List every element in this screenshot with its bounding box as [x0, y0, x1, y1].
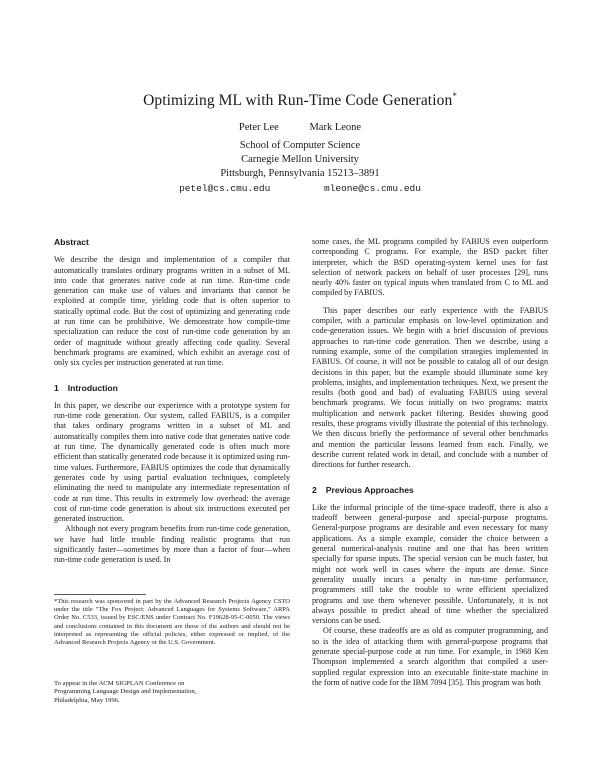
- author-name: Peter Lee: [238, 122, 279, 133]
- publication-note-line: Programming Language Design and Implementation,: [54, 688, 197, 696]
- paragraph: In this paper, we describe our experience with a prototype system for run-time code generation. Our system, called FABIUS, is a compiler that takes ordinary programs written in a subset of ML and automatically compiles them into native code that generates native code at run time. The dynamically generated code is often much more efficient than statically generated code because it is optimized using run-time values. Furthermore, FABIUS optimizes the code that dynamically generates code by using partial evaluation techniques, completely eliminating the need to manipulate any intermediate representation of code at run time. This results in extremely low overhead: the average cost of run-time code generation is about six instructions executed per generated instruction.: [54, 400, 290, 524]
- paragraph: This paper describes our early experience with the FABIUS compiler, with a particular emphasis on low-level optimization and code-generation issues. We begin with a brief discussion of previous approaches to run-time code generation. Then we describe, using a running example, some of the compilation strategies implemented in FABIUS. Of course, it will not be possible to catalog all of our design decisions in this paper, but the example should illuminate some key problems, insights, and implementation techniques. Next, we present the results (both good and bad) of evaluating FABIUS using several benchmark programs. We focus initially on two programs: matrix multiplication and network packet filtering. Besides showing good results, these programs vividly illustrate the potential of this technology. We then discuss briefly the performance of several other benchmarks and mention the particular lessons learned from each. Finally, we describe current related work in detail, and conclude with a number of directions for further research.: [312, 305, 548, 470]
- footnote-rule: [54, 594, 146, 595]
- publication-note: [54, 680, 290, 705]
- section-heading-introduction: [54, 383, 290, 393]
- paragraph: Of course, these tradeoffs are as old as computer programming, and so is the idea of attacking them with general-purpose programs that generate special-purpose code at run time. For example, in 1968 Ken Thompson implemented a search algorithm that compiled a user-supplied regular expression into an executable finite-state machine in the form of native code for the IBM 7094 [35]. This program was both: [312, 626, 548, 687]
- paragraph: some cases, the ML programs compiled by FABIUS even outperform corresponding C programs. For example, the BSD packet filter interpreter, which the BSD operating-system kernel uses for fast selection of network packets on behalf of user processes [29], runs nearly 40% faster on typical inputs when translated from C to ML and compiled by FABIUS.: [312, 237, 548, 298]
- affiliation: [0, 139, 600, 181]
- email-address: petel@cs.cmu.edu: [179, 183, 271, 194]
- abstract-heading: Abstract: [54, 237, 89, 247]
- paper-title: [0, 91, 600, 110]
- paragraph: Although not every program benefits from run-time code generation, we have had little trouble finding realistic programs that run significantly faster—sometimes by more than a factor of four—when run-time code generation is used. In: [54, 524, 290, 565]
- section-number: 1: [54, 382, 59, 393]
- affiliation-line: Pittsburgh, Pennsylvania 15213–3891: [220, 168, 380, 179]
- left-column: [54, 237, 290, 566]
- footnote: *This research was sponsored in part by the Advanced Research Projects Agency CSTO under the title "The Fox Project: Advanced Languages for Systems Software," ARPA Order No. C533, issued by ESC/ENS under Contract No. F19628-95-C-0050. The views and conclusions contained in this document are those of the authors and should not be interpreted as representing the official policies, either expressed or implied, of the Advanced Research Projects Agency or the U.S. Government.: [54, 598, 290, 647]
- paragraph: Like the informal principle of the time-space tradeoff, there is also a tradeoff between general-purpose and special-purpose programs. General-purpose programs are desirable and even necessary for many applications. As a simple example, consider the choice between a general numerical-analysis routine and one that has been written specially for sparse inputs. The special version can be much faster, but might not work well in cases where the inputs are dense. Since generality usually incurs a penalty in run-time performance, programmers still take the trouble to write efficient specialized programs and use them whenever possible. Unfortunately, it is not always possible to predict ahead of time whether the specialized versions can be used.: [312, 502, 548, 626]
- section-number: 2: [312, 484, 317, 495]
- author-emails: [0, 183, 600, 194]
- abstract-text: We describe the design and implementation of a compiler that automatically translates ordinary programs written in a subset of ML into code that generates native code at run time. Run-time code generation can make use of values and invariants that cannot be exploited at compile time, yielding code that is often superior to statically optimal code. But the cost of optimizing and generating code at run time can be prohibitive. We demonstrate how compile-time specialization can reduce the cost of run-time code generation by an order of magnitude without greatly affecting code quality. Several benchmark programs are examined, which exhibit an average cost of only six cycles per instruction generated at run time.: [54, 255, 290, 368]
- section-title: Previous Approaches: [325, 484, 414, 495]
- author-list: [0, 122, 600, 133]
- title-footnote-mark: *: [452, 91, 457, 101]
- author-name: Mark Leone: [309, 122, 362, 133]
- title-text: Optimizing ML with Run-Time Code Generation: [143, 92, 453, 110]
- section-heading-previous-approaches: [312, 485, 548, 495]
- right-column: [312, 237, 548, 688]
- affiliation-line: School of Computer Science: [239, 140, 361, 151]
- email-address: mleone@cs.cmu.edu: [324, 183, 421, 194]
- publication-note-line: To appear in the ACM SIGPLAN Conference on: [54, 680, 185, 687]
- section-title: Introduction: [67, 382, 118, 393]
- publication-note-line: Philadelphia, May 1996.: [54, 696, 120, 704]
- affiliation-line: Carnegie Mellon University: [241, 154, 359, 165]
